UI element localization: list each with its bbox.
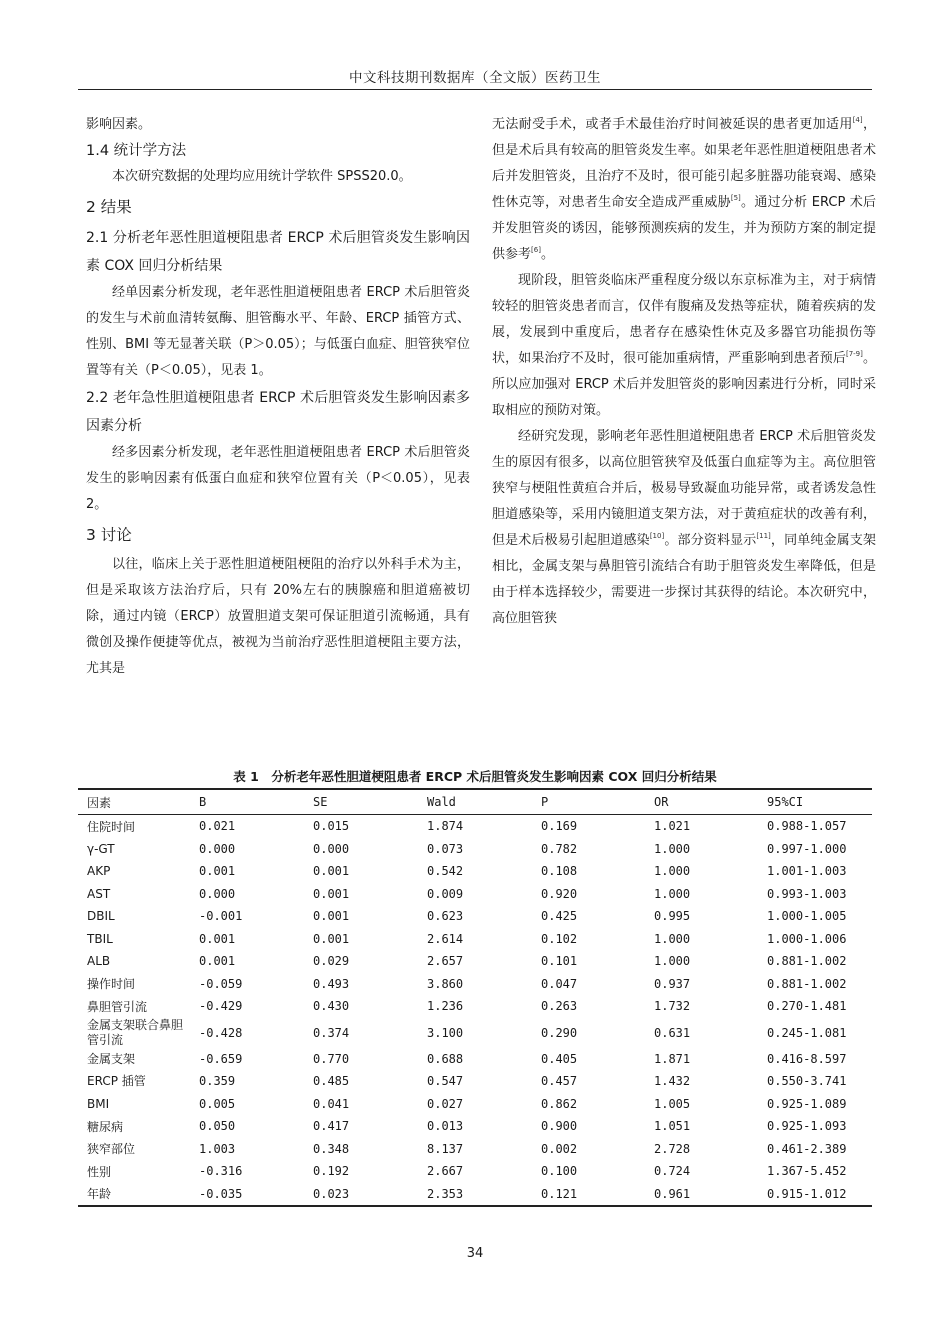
value-cell: 0.461-2.389: [767, 1141, 847, 1156]
table-row: [78, 1115, 872, 1138]
value-cell: 0.862: [541, 1096, 578, 1111]
header-cell-b: B: [199, 795, 207, 809]
citation: [11]: [756, 532, 771, 540]
value-cell: 0.023: [313, 1186, 350, 1201]
factor-cell: ALB: [87, 954, 111, 969]
header-cell-ci: 95%CI: [767, 795, 804, 809]
value-cell: -0.035: [199, 1186, 243, 1201]
value-cell: 2.728: [654, 1141, 691, 1156]
value-cell: 0.430: [313, 999, 350, 1014]
value-cell: 0.001: [199, 931, 236, 946]
value-cell: 1.021: [654, 819, 691, 834]
value-cell: 0.100: [541, 1164, 578, 1179]
table-row: [78, 815, 872, 838]
value-cell: 1.001-1.003: [767, 864, 847, 879]
value-cell: 1.000-1.006: [767, 931, 847, 946]
table-row: [78, 1183, 872, 1207]
value-cell: 0.416-8.597: [767, 1051, 847, 1066]
value-cell: 0.623: [427, 909, 464, 924]
value-cell: 0.881-1.002: [767, 976, 847, 991]
table-row: [78, 883, 872, 906]
value-cell: 0.000: [199, 886, 236, 901]
value-cell: 0.169: [541, 819, 578, 834]
value-cell: 0.915-1.012: [767, 1186, 847, 1201]
table-row: [78, 838, 872, 861]
citation: [10]: [649, 532, 665, 540]
factor-cell: TBIL: [87, 931, 113, 946]
continuation-paragraph: 影响因素。: [86, 117, 152, 132]
value-cell: 0.997-1.000: [767, 841, 847, 856]
value-cell: 2.657: [427, 954, 464, 969]
value-cell: 0.485: [313, 1074, 350, 1089]
value-cell: 0.001: [199, 954, 236, 969]
value-cell: 0.121: [541, 1186, 578, 1201]
value-cell: 0.015: [313, 819, 350, 834]
factor-cell: BMI: [87, 1096, 110, 1111]
value-cell: 0.108: [541, 864, 578, 879]
table-row: [78, 950, 872, 973]
value-cell: -0.059: [199, 976, 243, 991]
value-cell: 8.137: [427, 1141, 464, 1156]
text-run: 经研究发现，影响老年恶性胆道梗阻患者 ERCP 术后胆管炎发生的原因有很多，以高位胆管狭窄及低蛋白血症等为主。高位胆管狭窄与梗阻性黄疸合并后，极易导致凝血功能异常，或者诱发急性胆道感染等，采用内镜胆道支架方法，对于黄疸症状的改善有利，但是术后极易引起胆道感染: [492, 429, 876, 548]
value-cell: 0.001: [313, 931, 350, 946]
header-cell-wald: Wald: [427, 795, 456, 809]
table-row: [78, 860, 872, 883]
value-cell: 0.900: [541, 1119, 578, 1134]
text-run: 无法耐受手术，或者手术最佳治疗时间被延误的患者更加适用: [492, 117, 853, 132]
value-cell: 0.002: [541, 1141, 578, 1156]
value-cell: 2.614: [427, 931, 464, 946]
factor-cell: γ-GT: [87, 841, 115, 856]
value-cell: 0.000: [313, 841, 350, 856]
value-cell: 0.005: [199, 1096, 236, 1111]
paragraph-1-4: 本次研究数据的处理均应用统计学软件 SPSS20.0。: [112, 169, 412, 184]
value-cell: 0.047: [541, 976, 578, 991]
value-cell: 2.667: [427, 1164, 464, 1179]
value-cell: 1.367-5.452: [767, 1164, 847, 1179]
heading-2-1: 2.1 分析老年恶性胆道梗阻患者 ERCP 术后胆管炎发生影响因素 COX 回归分析结果: [86, 230, 470, 274]
value-cell: 0.961: [654, 1186, 691, 1201]
value-cell: 0.000: [199, 841, 236, 856]
value-cell: 1.874: [427, 819, 464, 834]
heading-2-2: 2.2 老年急性胆道梗阻患者 ERCP 术后胆管炎发生影响因素多因素分析: [86, 390, 470, 434]
value-cell: 0.425: [541, 909, 578, 924]
cox-regression-table: [78, 788, 872, 1207]
value-cell: 3.100: [427, 1025, 464, 1040]
value-cell: 0.270-1.481: [767, 999, 847, 1014]
factor-cell: 住院时间: [87, 819, 136, 834]
value-cell: 0.029: [313, 954, 350, 969]
value-cell: 0.550-3.741: [767, 1074, 847, 1089]
value-cell: 1.000: [654, 864, 691, 879]
value-cell: 0.290: [541, 1025, 578, 1040]
running-header: 中文科技期刊数据库（全文版）医药卫生: [349, 70, 601, 86]
paragraph-2-1: 经单因素分析发现，老年恶性胆道梗阻患者 ERCP 术后胆管炎的发生与术前血清转氨酶、胆管酶水平、年龄、ERCP 插管方式、性别、BMI 等无显著关联（P＞0.05）；与低蛋白血症、胆管狭窄位置等有关（P＜0.05），见表 1。: [86, 285, 470, 378]
value-cell: 0.405: [541, 1051, 578, 1066]
value-cell: 0.493: [313, 976, 350, 991]
value-cell: 0.688: [427, 1051, 464, 1066]
value-cell: 3.860: [427, 976, 464, 991]
value-cell: 1.432: [654, 1074, 691, 1089]
value-cell: 0.995: [654, 909, 691, 924]
table-row: [78, 973, 872, 996]
factor-cell: 操作时间: [87, 977, 136, 992]
table-row: [78, 928, 872, 951]
value-cell: 1.000: [654, 886, 691, 901]
value-cell: 1.732: [654, 999, 691, 1014]
value-cell: 0.009: [427, 886, 464, 901]
table-row: [78, 1093, 872, 1116]
value-cell: 0.925-1.089: [767, 1096, 847, 1111]
factor-cell: 年龄: [87, 1187, 112, 1202]
text-run: 。部分资料显示: [664, 533, 757, 548]
value-cell: 0.993-1.003: [767, 886, 847, 901]
text-run: ，但是术后具有较高的胆管炎发生率。如果老年恶性胆道梗阻患者术后并发胆管炎，且治疗不及时，很可能引起多脏器功能衰竭、感染性休克等，对患者生命安全造成严重威胁: [492, 117, 876, 210]
value-cell: 0.001: [313, 864, 350, 879]
value-cell: 1.000: [654, 841, 691, 856]
value-cell: 0.920: [541, 886, 578, 901]
discussion-paragraph-1: [492, 112, 876, 268]
value-cell: 0.192: [313, 1164, 350, 1179]
factor-cell: AST: [87, 886, 111, 901]
right-column: [492, 112, 876, 632]
value-cell: 0.417: [313, 1119, 350, 1134]
value-cell: 0.001: [313, 886, 350, 901]
value-cell: 0.770: [313, 1051, 350, 1066]
page-number: 34: [466, 1246, 484, 1261]
value-cell: 0.001: [313, 909, 350, 924]
heading-3: 3 讨论: [86, 526, 132, 544]
factor-cell: 狭窄部位: [87, 1142, 136, 1157]
table-row: [78, 905, 872, 928]
table-row: [78, 1048, 872, 1071]
value-cell: 1.000-1.005: [767, 909, 847, 924]
value-cell: 0.782: [541, 841, 578, 856]
citation: [5]: [730, 194, 741, 202]
value-cell: 0.881-1.002: [767, 954, 847, 969]
heading-1-4: 1.4 统计学方法: [86, 143, 187, 159]
factor-cell: AKP: [87, 864, 111, 879]
value-cell: 2.353: [427, 1186, 464, 1201]
value-cell: 0.101: [541, 954, 578, 969]
paragraph-2-2: 经多因素分析发现，老年恶性胆道梗阻患者 ERCP 术后胆管炎发生的影响因素有低蛋白血症和狭窄位置有关（P＜0.05），见表 2。: [86, 445, 470, 512]
heading-2: 2 结果: [86, 198, 132, 216]
value-cell: 0.348: [313, 1141, 350, 1156]
factor-cell: 性别: [87, 1164, 112, 1179]
value-cell: 0.245-1.081: [767, 1025, 847, 1040]
value-cell: 0.374: [313, 1025, 350, 1040]
paragraph-3: 以往，临床上关于恶性胆道梗阻梗阻的治疗以外科手术为主，但是采取该方法治疗后，只有 20%左右的胰腺癌和胆道癌被切除，通过内镜（ERCP）放置胆道支架可保证胆道引流畅通，具有微创及操作便捷等优点，被视为当前治疗恶性胆道梗阻主要方法，尤其是: [86, 557, 470, 676]
value-cell: 0.102: [541, 931, 578, 946]
table-row: [78, 995, 872, 1018]
value-cell: -0.316: [199, 1164, 243, 1179]
table-row: [78, 1160, 872, 1183]
value-cell: 1.051: [654, 1119, 691, 1134]
value-cell: 0.359: [199, 1074, 236, 1089]
value-cell: 1.003: [199, 1141, 236, 1156]
value-cell: 0.925-1.093: [767, 1119, 847, 1134]
table-row: [78, 1138, 872, 1161]
table-row: [78, 1070, 872, 1093]
value-cell: -0.429: [199, 999, 243, 1014]
factor-cell: 金属支架: [87, 1052, 136, 1067]
text-run: 。所以应加强对 ERCP 术后并发胆管炎的影响因素进行分析，同时采取相应的预防对策。: [492, 351, 876, 418]
value-cell: -0.001: [199, 909, 243, 924]
value-cell: 0.542: [427, 864, 464, 879]
value-cell: 0.027: [427, 1096, 464, 1111]
header-rule: [78, 89, 872, 90]
value-cell: 0.041: [313, 1096, 350, 1111]
value-cell: -0.659: [199, 1051, 243, 1066]
factor-cell: 金属支架联合鼻胆管引流: [87, 1017, 184, 1047]
value-cell: 0.937: [654, 976, 691, 991]
text-run: 。通过分析 ERCP 术后并发胆管炎的诱因，能够预测疾病的发生，并为预防方案的制定提供参考: [492, 195, 876, 262]
value-cell: 1.005: [654, 1096, 691, 1111]
value-cell: -0.428: [199, 1025, 243, 1040]
text-run: ，同单纯金属支架相比，金属支架与鼻胆管引流结合有助于胆管炎发生率降低，但是由于样本选择较少，需要进一步探讨其获得的结论。本次研究中，高位胆管狭: [492, 533, 876, 626]
value-cell: 0.547: [427, 1074, 464, 1089]
table-body: [78, 815, 872, 1207]
table-caption: 表 1 分析老年恶性胆道梗阻患者 ERCP 术后胆管炎发生影响因素 COX 回归分析结果: [233, 769, 717, 784]
factor-cell: 糖尿病: [87, 1119, 124, 1134]
header-cell-or: OR: [654, 795, 669, 809]
text-run: 。: [540, 247, 554, 262]
value-cell: 0.050: [199, 1119, 236, 1134]
value-cell: 1.871: [654, 1051, 691, 1066]
citation: [6]: [531, 246, 541, 254]
discussion-paragraph-2: [492, 268, 876, 424]
value-cell: 0.988-1.057: [767, 819, 847, 834]
value-cell: 1.236: [427, 999, 464, 1014]
citation: [7-9]: [845, 350, 863, 358]
value-cell: 1.000: [654, 931, 691, 946]
table-row: [78, 1018, 872, 1048]
discussion-paragraph-3: [492, 424, 876, 632]
table-header-row: [78, 789, 872, 815]
header-cell-se: SE: [313, 795, 328, 809]
value-cell: 0.724: [654, 1164, 691, 1179]
value-cell: 0.001: [199, 864, 236, 879]
factor-cell: 鼻胆管引流: [87, 999, 148, 1014]
value-cell: 0.073: [427, 841, 464, 856]
value-cell: 0.021: [199, 819, 236, 834]
value-cell: 0.263: [541, 999, 578, 1014]
header-cell-p: P: [541, 795, 549, 809]
left-column: [86, 112, 470, 682]
value-cell: 0.457: [541, 1074, 578, 1089]
header-cell-factor: 因素: [87, 795, 112, 810]
text-run: 现阶段，胆管炎临床严重程度分级以东京标准为主，对于病情较轻的胆管炎患者而言，仅伴有腹痛及发热等症状，随着疾病的发展，发展到中重度后，患者存在感染性休克及多器官功能损伤等状，如果治疗不及时，很可能加重病情，严重影响到患者预后: [492, 273, 876, 366]
citation: [4]: [852, 116, 863, 124]
factor-cell: ERCP 插管: [87, 1073, 146, 1088]
value-cell: 0.013: [427, 1119, 464, 1134]
value-cell: 0.631: [654, 1025, 691, 1040]
value-cell: 1.000: [654, 954, 691, 969]
factor-cell: DBIL: [87, 909, 115, 924]
